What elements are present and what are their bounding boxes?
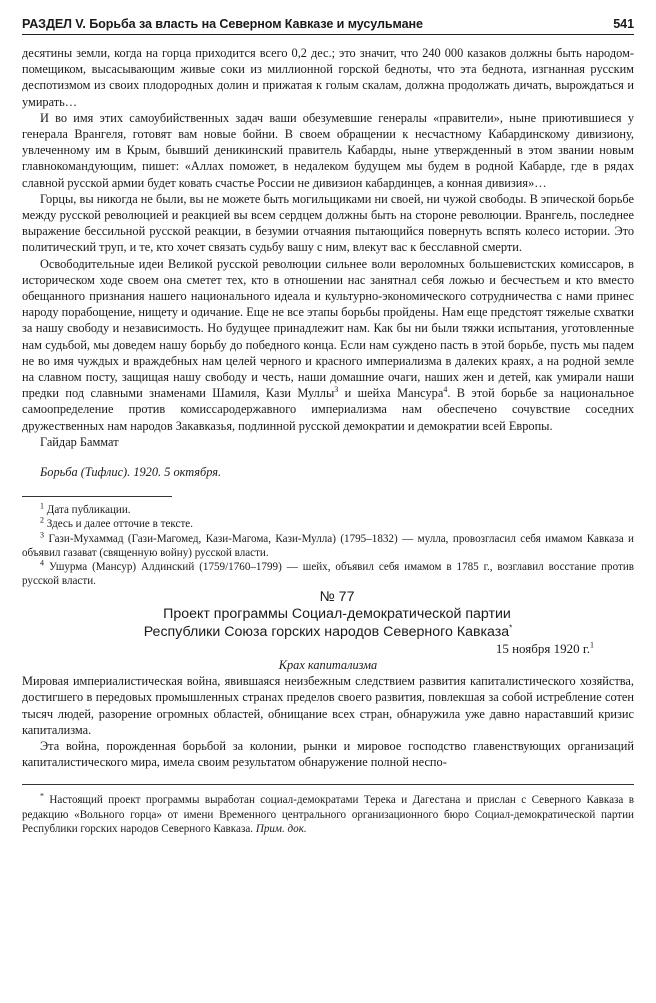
paragraph-4-end: . В этой борьбе за национальное самоопределение против комиссародержавного империализма нам обеспечено сочувствие соседних дружественных нам народов Закавказья, подлинной русской демократии и демократии всей Европы. [22, 386, 634, 433]
bottom-footnote-divider [22, 784, 634, 785]
paragraph-4-text: Освободительные идеи Великой русской революции сильнее воли вероломных большевистских комиссаров, в историческом ходе своем она сметет тех, кто в отношении нас занятнал себя ложью и бесчестьем и кто вместо обещанного признания нашего национального идеала и культурно-экономического сотрудничества с нами принес народу порабощение, нищету и одичание. Еще не все этапы борьбы пройдены. Нам еще предстоят тяжелые схватки за нашу свободу и независимость. Но будущее принадлежит нам. Как бы ни были тяжки испытания, уготовленные нам судьбой, мы доведем нашу борьбу до победного конца. Если нам суждено пасть в этой борьбе, пусть мы падем не во имя чуждых и враждебных нам целей черного и красного империализма в далеких краях, а на родной земле на славном посту, защищая нашу свободу и честь, наши домашние очаги, наших жен и детей, как умирали наши предки под славными знаменами Шамиля, Кази Муллы [22, 256, 634, 401]
footnote-3 [22, 532, 634, 560]
doc-paragraph-1: Мировая империалистическая война, явившаяся неизбежным следствием развития капиталистического хозяйства, достигшего в передовых промышленных странах пределов своего развития, повлекшая за собой истребление сотен тысяч людей, разорение огромных областей, обнищание всех стран, обнаружила уже давно нараставший кризис капитализма. [22, 674, 634, 737]
footnote-divider [22, 496, 172, 497]
footnote-text: Гази-Мухаммад (Гази-Магомед, Кази-Магома, Кази-Мулла) (1795–1832) — мулла, провозгласил себя имамом Кавказа и объявил газават (священную войну) русской власти. [22, 532, 634, 559]
document-footnote [22, 793, 634, 836]
footnote-ref-4: 4 [443, 385, 448, 395]
paragraph-2: И во имя этих самоубийственных задач ваши обезумевшие генералы «правители», ныне приютившиеся у генерала Врангеля, готовят вам новые бойни. В своем обращении к несчастному Кабардинскому дивизиону, увлеченному им в Крым, бывший деникинский правитель Кабарды, ныне утвержденный в этом звании новым главнокомандующим, пишет: «Аллах поможет, в недалеком будущем мы будем в родной Кабарде, где в рядах славной русской армии будет ковать счастье России не дивизион кабардинцев, а конная дивизия»… [22, 110, 634, 190]
document-title-line-2: Республики Союза горских народов Северного Кавказа [143, 623, 510, 640]
running-header [22, 12, 634, 35]
signature: Гайдар Баммат [40, 434, 119, 449]
doc-paragraph-2: Эта война, порожденная борьбой за колонии, рынки и мировое господство главенствующих организаций капиталистического мира, имела своим результатом обнаружение полной неспо- [22, 738, 634, 770]
footnote-text: Дата публикации. [46, 504, 131, 517]
title-footnote-mark: * [509, 622, 513, 632]
document-title-line-1: Проект программы Социал-демократической партии [163, 605, 511, 622]
footnote-mark: * [40, 791, 44, 801]
paragraph-3: Горцы, вы никогда не были, вы не можете быть могильщиками ни своей, ни чужой свободы. В эпической борьбе между русской революцией и реакцией вы всем сердцем должны быть на стороне революции. Врангель, последнее выражение бессильной русской реакции, в безумии отчаяния пытающийся повернуть вспять колесо истории. Это политический труп, и те, кто хочет связать судьбу вашу с ним, влекут вас к бесславной смерти. [22, 191, 634, 255]
page-number: 541 [613, 17, 634, 31]
footnote-mark: 2 [40, 515, 44, 525]
document-title [22, 605, 634, 641]
paragraph-1: десятины земли, когда на горца приходится всего 0,2 дес.; это значит, что 240 000 казаков должны быть народом-помещиком, высасывающим живые соки из миллионной горской бедноты, что эта беднота, изгнанная русским деспотизмом из своих плодородных долин и прижатая к голым скалам, должна продолжать дичать, вырождаться и умирать… [22, 46, 634, 109]
footnote-text: Настоящий проект программы выработан социал-демократами Терека и Дагестана и прислан с Северного Кавказа в редакцию «Вольного горца» от имени Временного центрального организационного бюро Социал-демократической партии Республики горских народов Северного Кавказа. [22, 794, 634, 835]
footnote-mark: 3 [40, 530, 44, 539]
footnote-text: Ушурма (Мансур) Алдинский (1759/1760–1799) — шейх, объявил себя имамом в 1785 г., возглавил восстание против русской власти. [22, 561, 635, 588]
source-citation: Борьба (Тифлис). 1920. 5 октября. [40, 465, 222, 480]
footnote-ref-3: 3 [334, 385, 339, 395]
footnote-mark: 4 [40, 558, 44, 568]
document-date [22, 641, 634, 657]
section-title: РАЗДЕЛ V. Борьба за власть на Северном Кавказе и мусульмане [22, 17, 423, 31]
paragraph-4-mid: и шейха Мансура [338, 386, 444, 401]
date-footnote-mark: 1 [590, 640, 594, 650]
footnote-mark: 1 [40, 501, 44, 511]
footnote-1 [22, 503, 634, 517]
footnote-note: Прим. док. [255, 822, 307, 835]
footnote-text: Здесь и далее отточие в тексте. [46, 518, 193, 531]
footnote-2 [22, 517, 634, 531]
document-number: № 77 [319, 588, 355, 605]
footnote-4 [22, 560, 634, 588]
page-body [22, 45, 634, 836]
paragraph-4 [22, 256, 634, 434]
document-date-text: 15 ноября 1920 г. [495, 640, 590, 656]
section-subheading: Крах капитализма [278, 657, 378, 672]
